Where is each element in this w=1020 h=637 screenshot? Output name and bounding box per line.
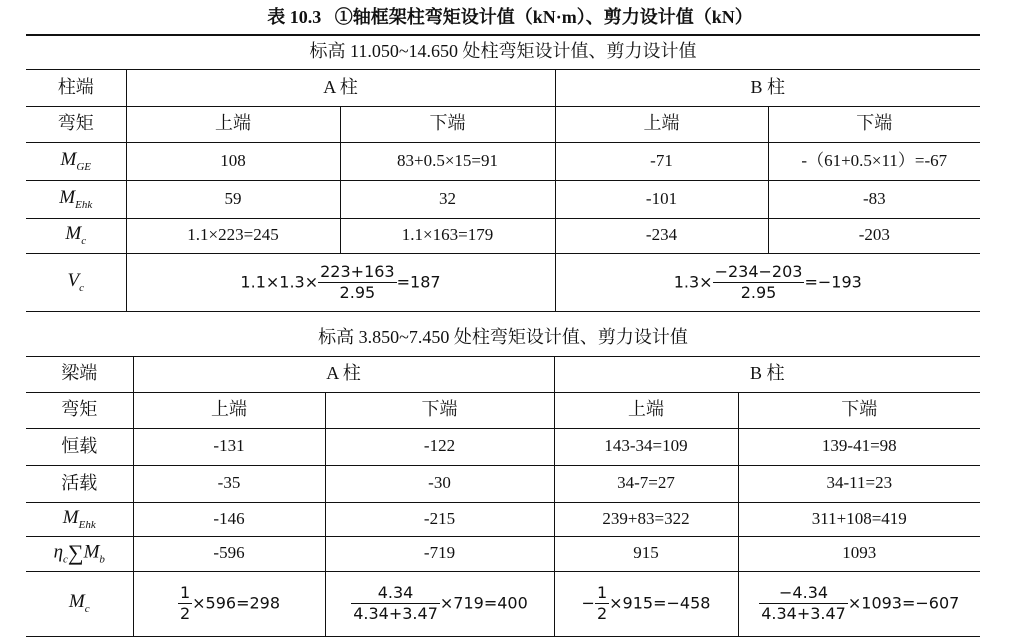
row-label: $M_c$ [26, 571, 133, 636]
table-cell: -146 [133, 502, 325, 536]
column-b-header: B 柱 [554, 356, 980, 392]
header-row [26, 356, 980, 392]
table-cell: -（61+0.5×11）=-67 [768, 142, 980, 180]
table-cell: 34-7=27 [554, 465, 738, 502]
header-row [26, 69, 980, 106]
row-header-label: 梁端 [26, 356, 133, 392]
formula-cell: 1.1×1.3× $\frac{223+163}{2.95}$ =187 [126, 253, 555, 311]
table-cell: -203 [768, 218, 980, 253]
table-section-2 [26, 320, 980, 637]
table-cell: 311+108=419 [738, 502, 980, 536]
row-label: $M_c$ [26, 218, 126, 253]
table-cell: 143-34=109 [554, 428, 738, 465]
table-row [26, 571, 980, 636]
subheader-cell: 上端 [554, 392, 738, 428]
table-section-1 [26, 34, 980, 312]
table-cell: 139-41=98 [738, 428, 980, 465]
row-header-label: 柱端 [26, 69, 126, 106]
row-label: 恒载 [26, 428, 133, 465]
table-caption [0, 4, 1020, 30]
subheader-row [26, 106, 980, 142]
table-cell: 1093 [738, 536, 980, 571]
table-cell: -35 [133, 465, 325, 502]
table-cell: -215 [325, 502, 554, 536]
row-label: $\eta_c\sum M_b$ [26, 536, 133, 571]
row-label: $V_c$ [26, 253, 126, 311]
subheader-cell: 下端 [340, 106, 555, 142]
subheader-row [26, 392, 980, 428]
table-cell: -596 [133, 536, 325, 571]
section-1-title: 标高 11.050~14.650 处柱弯矩设计值、剪力设计值 [26, 35, 980, 69]
row-label: $M_{Ehk}$ [26, 502, 133, 536]
formula-cell: 1.3× $\frac{-234-203}{2.95}$ =−193 [555, 253, 980, 311]
table-cell: 239+83=322 [554, 502, 738, 536]
table-cell: -131 [133, 428, 325, 465]
table-cell: -30 [325, 465, 554, 502]
table-cell: -71 [555, 142, 768, 180]
table-cell: -101 [555, 180, 768, 218]
table-row [26, 142, 980, 180]
column-b-header: B 柱 [555, 69, 980, 106]
fraction: $\frac{4.34}{4.34+3.47}$ [353, 583, 438, 623]
section-2-title-row [26, 320, 980, 356]
table-cell: 1.1×163=179 [340, 218, 555, 253]
row-header-label: 弯矩 [26, 106, 126, 142]
section-2-title: 标高 3.850~7.450 处柱弯矩设计值、剪力设计值 [26, 320, 980, 356]
row-label: $M_{GE}$ [26, 142, 126, 180]
table-cell: 108 [126, 142, 340, 180]
table-cell: -122 [325, 428, 554, 465]
subheader-cell: 下端 [768, 106, 980, 142]
table-row [26, 218, 980, 253]
table-cell: 915 [554, 536, 738, 571]
column-a-header: A 柱 [126, 69, 555, 106]
table-cell: 34-11=23 [738, 465, 980, 502]
fraction: $\frac{1}{2}$ [596, 583, 608, 623]
table-title: ①轴框架柱弯矩设计值（kN·m）、剪力设计值（kN） [334, 7, 753, 27]
row-header-label: 弯矩 [26, 392, 133, 428]
row-label: $M_{Ehk}$ [26, 180, 126, 218]
table-cell: -83 [768, 180, 980, 218]
subheader-cell: 下端 [738, 392, 980, 428]
fraction: $\frac{223+163}{2.95}$ [320, 261, 395, 302]
formula-cell: $\frac{-4.34}{4.34+3.47}$ ×1093=−607 [738, 571, 980, 636]
table-cell: 1.1×223=245 [126, 218, 340, 253]
table-cell: -719 [325, 536, 554, 571]
subheader-cell: 上端 [126, 106, 340, 142]
table-cell: 83+0.5×15=91 [340, 142, 555, 180]
table-cell: 59 [126, 180, 340, 218]
table-row [26, 428, 980, 465]
formula-cell: $\frac{1}{2}$ ×596=298 [133, 571, 325, 636]
table-cell: 32 [340, 180, 555, 218]
subheader-cell: 上端 [133, 392, 325, 428]
table-row [26, 536, 980, 571]
section-1-title-row [26, 35, 980, 69]
subheader-cell: 上端 [555, 106, 768, 142]
table-number: 表 10.3 [267, 7, 322, 27]
column-a-header: A 柱 [133, 356, 554, 392]
subheader-cell: 下端 [325, 392, 554, 428]
table-row [26, 502, 980, 536]
table-row [26, 465, 980, 502]
formula-cell: $\frac{4.34}{4.34+3.47}$ ×719=400 [325, 571, 554, 636]
formula-cell: − $\frac{1}{2}$ ×915=−458 [554, 571, 738, 636]
fraction: $\frac{-4.34}{4.34+3.47}$ [761, 583, 846, 623]
row-label: 活载 [26, 465, 133, 502]
fraction: $\frac{1}{2}$ [179, 583, 191, 623]
fraction: $\frac{-234-203}{2.95}$ [714, 261, 803, 302]
table-row [26, 253, 980, 311]
table-row [26, 180, 980, 218]
table-cell: -234 [555, 218, 768, 253]
